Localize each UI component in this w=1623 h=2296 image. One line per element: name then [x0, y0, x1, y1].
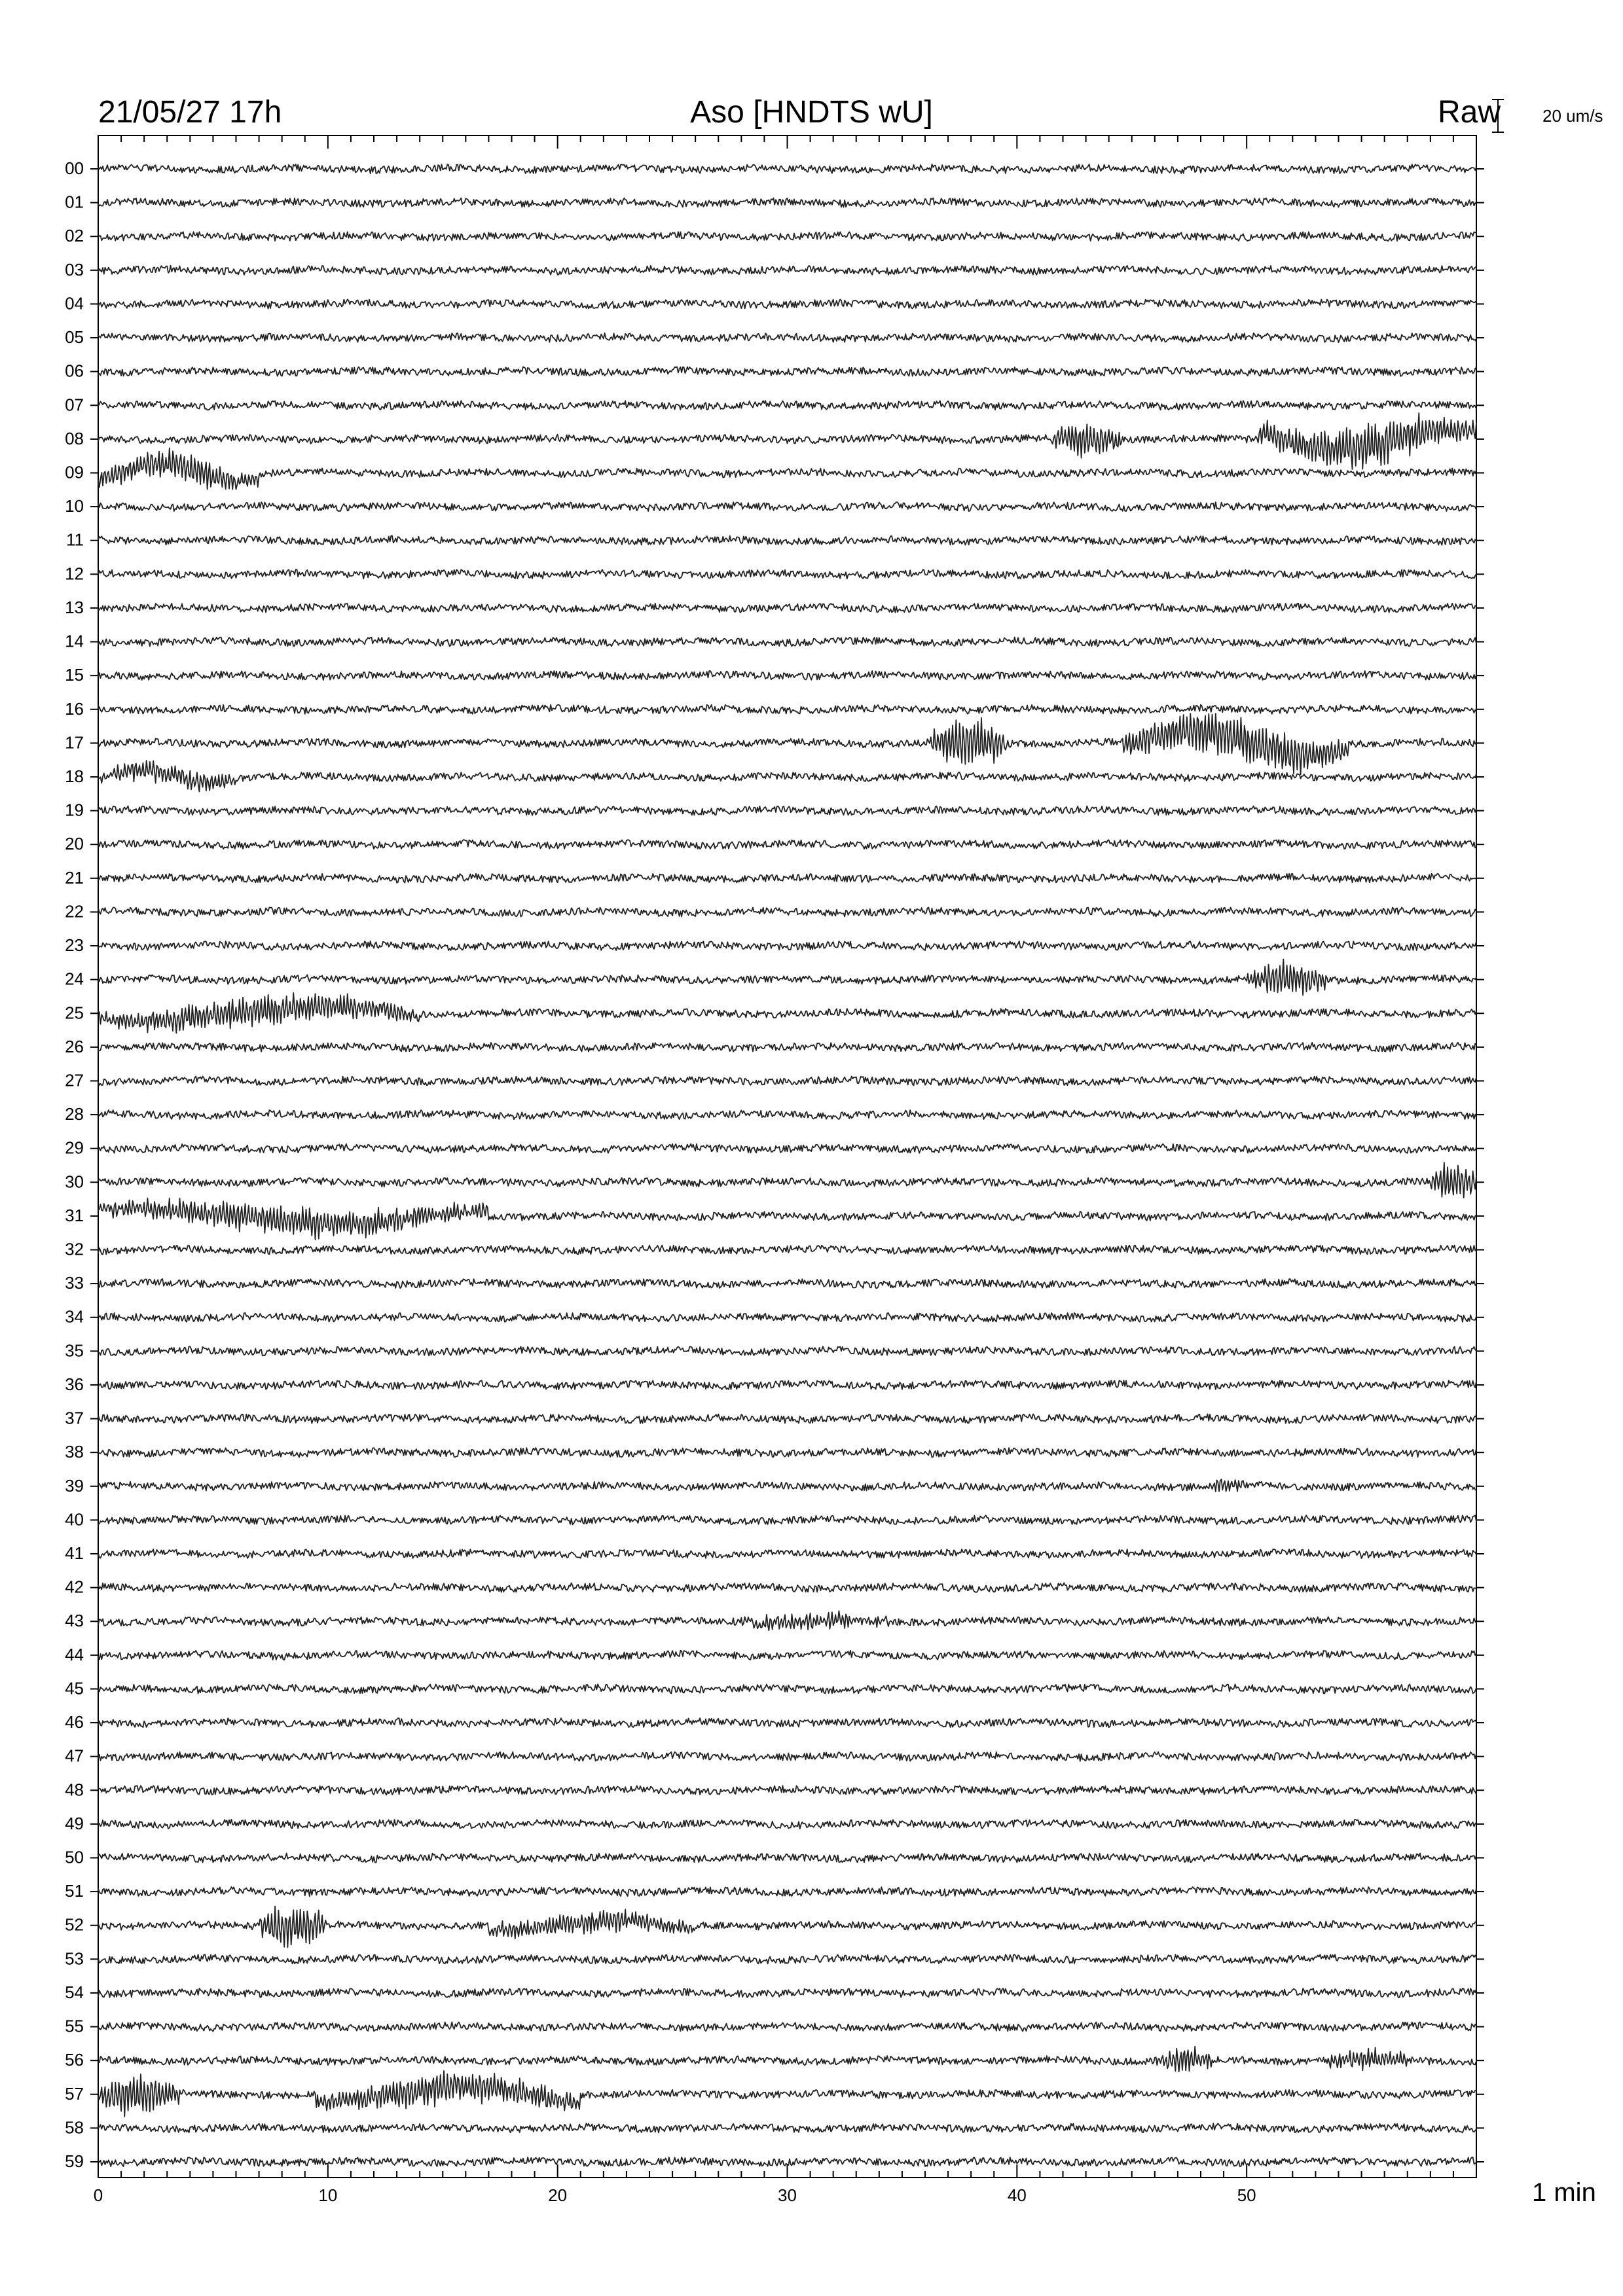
row-label: 21	[65, 867, 84, 888]
row-label: 33	[65, 1273, 84, 1293]
row-label: 30	[65, 1172, 84, 1192]
x-tick-label: 20	[548, 2185, 568, 2205]
row-label: 07	[65, 395, 84, 415]
row-label: 34	[65, 1306, 84, 1327]
trace-row-31	[98, 1198, 1476, 1240]
x-tick-label: 30	[778, 2185, 797, 2205]
row-label: 24	[65, 969, 84, 989]
x-tick-label: 40	[1007, 2185, 1027, 2205]
trace-row-33	[98, 1279, 1476, 1288]
trace-row-41	[98, 1549, 1476, 1558]
trace-row-57	[98, 2071, 1476, 2117]
trace-row-48	[98, 1785, 1476, 1795]
x-tick-label: 0	[93, 2185, 103, 2205]
trace-row-07	[98, 401, 1476, 410]
chart-title: Aso [HNDTS wU]	[690, 95, 933, 130]
row-label: 13	[65, 597, 84, 617]
trace-row-32	[98, 1246, 1476, 1255]
row-label: 09	[65, 462, 84, 482]
row-label: 08	[65, 428, 84, 448]
row-label: 31	[65, 1205, 84, 1225]
row-label: 20	[65, 834, 84, 854]
row-label: 06	[65, 361, 84, 381]
trace-row-03	[98, 266, 1476, 275]
trace-row-21	[98, 874, 1476, 883]
trace-row-04	[98, 299, 1476, 308]
trace-row-26	[98, 1043, 1476, 1052]
row-label: 27	[65, 1070, 84, 1090]
row-label: 03	[65, 259, 84, 279]
trace-row-42	[98, 1583, 1476, 1592]
trace-row-55	[98, 2022, 1476, 2031]
trace-row-49	[98, 1820, 1476, 1829]
row-label: 22	[65, 901, 84, 922]
row-label: 59	[65, 2151, 84, 2171]
trace-row-34	[98, 1313, 1476, 1322]
trace-row-11	[98, 536, 1476, 545]
trace-row-09	[98, 448, 1476, 490]
trace-row-30	[98, 1162, 1476, 1198]
trace-row-13	[98, 603, 1476, 613]
row-label: 10	[65, 496, 84, 516]
trace-row-51	[98, 1887, 1476, 1896]
trace-row-02	[98, 232, 1476, 241]
trace-row-47	[98, 1752, 1476, 1761]
trace-row-36	[98, 1380, 1476, 1390]
trace-row-22	[98, 907, 1476, 916]
trace-row-28	[98, 1110, 1476, 1119]
row-label: 47	[65, 1746, 84, 1766]
row-label: 38	[65, 1442, 84, 1462]
x-tick-label: 50	[1237, 2185, 1256, 2205]
trace-row-56	[98, 2047, 1476, 2072]
row-label: 41	[65, 1543, 84, 1564]
chart-datetime: 21/05/27 17h	[98, 95, 282, 130]
trace-row-15	[98, 671, 1476, 680]
trace-row-53	[98, 1954, 1476, 1964]
trace-row-54	[98, 1988, 1476, 1998]
row-label: 04	[65, 293, 84, 314]
trace-row-00	[98, 164, 1476, 173]
trace-row-10	[98, 502, 1476, 511]
chart-mode-label: Raw	[1438, 95, 1501, 130]
trace-row-17	[98, 713, 1476, 774]
row-label: 51	[65, 1881, 84, 1901]
row-label: 46	[65, 1712, 84, 1732]
trace-row-37	[98, 1414, 1476, 1424]
row-label: 53	[65, 1948, 84, 1969]
row-label: 42	[65, 1577, 84, 1597]
row-label: 45	[65, 1678, 84, 1698]
trace-row-05	[98, 333, 1476, 342]
trace-row-06	[98, 367, 1476, 376]
trace-row-58	[98, 2123, 1476, 2132]
row-label: 17	[65, 732, 84, 753]
trace-row-23	[98, 941, 1476, 950]
row-label: 02	[65, 226, 84, 246]
row-label: 05	[65, 327, 84, 348]
trace-row-01	[98, 198, 1476, 207]
row-label: 11	[66, 529, 84, 550]
trace-row-44	[98, 1651, 1476, 1660]
row-label: 29	[65, 1138, 84, 1158]
row-label: 18	[65, 766, 84, 786]
row-label: 37	[65, 1408, 84, 1428]
trace-row-35	[98, 1346, 1476, 1355]
trace-row-45	[98, 1684, 1476, 1693]
amplitude-scale-label: 20 um/s	[1542, 106, 1603, 126]
trace-row-43	[98, 1611, 1476, 1630]
row-label: 23	[65, 935, 84, 956]
trace-row-19	[98, 806, 1476, 816]
row-label: 49	[65, 1813, 84, 1833]
x-tick-label: 10	[318, 2185, 338, 2205]
row-label: 14	[65, 631, 84, 651]
row-label: 15	[65, 665, 84, 685]
row-label: 01	[65, 192, 84, 212]
row-label: 55	[65, 2016, 84, 2036]
trace-row-52	[98, 1907, 1476, 1948]
trace-row-08	[98, 413, 1476, 469]
row-label: 26	[65, 1036, 84, 1056]
row-label: 16	[65, 698, 84, 719]
row-label: 58	[65, 2117, 84, 2138]
row-label: 50	[65, 1847, 84, 1867]
trace-row-39	[98, 1479, 1476, 1492]
row-label: 36	[65, 1374, 84, 1394]
row-label: 35	[65, 1340, 84, 1361]
row-label: 48	[65, 1780, 84, 1800]
trace-row-24	[98, 960, 1476, 996]
row-label: 39	[65, 1475, 84, 1496]
row-label: 43	[65, 1611, 84, 1631]
trace-row-38	[98, 1448, 1476, 1457]
row-label: 54	[65, 1982, 84, 2002]
row-label: 12	[65, 564, 84, 584]
trace-row-20	[98, 840, 1476, 849]
row-label: 25	[65, 1003, 84, 1023]
trace-row-14	[98, 637, 1476, 647]
row-label: 52	[65, 1914, 84, 1935]
trace-row-59	[98, 2157, 1476, 2166]
trace-row-16	[98, 705, 1476, 714]
row-label: 57	[65, 2083, 84, 2104]
trace-row-46	[98, 1718, 1476, 1727]
trace-row-12	[98, 569, 1476, 579]
row-label: 40	[65, 1509, 84, 1530]
trace-row-40	[98, 1515, 1476, 1524]
row-label: 44	[65, 1644, 84, 1664]
row-label: 28	[65, 1104, 84, 1124]
row-label: 56	[65, 2050, 84, 2070]
trace-row-50	[98, 1854, 1476, 1863]
trace-row-18	[98, 761, 1476, 791]
row-label: 00	[65, 158, 84, 178]
row-label: 19	[65, 800, 84, 820]
trace-row-27	[98, 1077, 1476, 1086]
x-axis-unit-label: 1 min	[1532, 2178, 1596, 2207]
row-label: 32	[65, 1239, 84, 1259]
trace-row-25	[98, 993, 1476, 1033]
trace-row-29	[98, 1144, 1476, 1153]
